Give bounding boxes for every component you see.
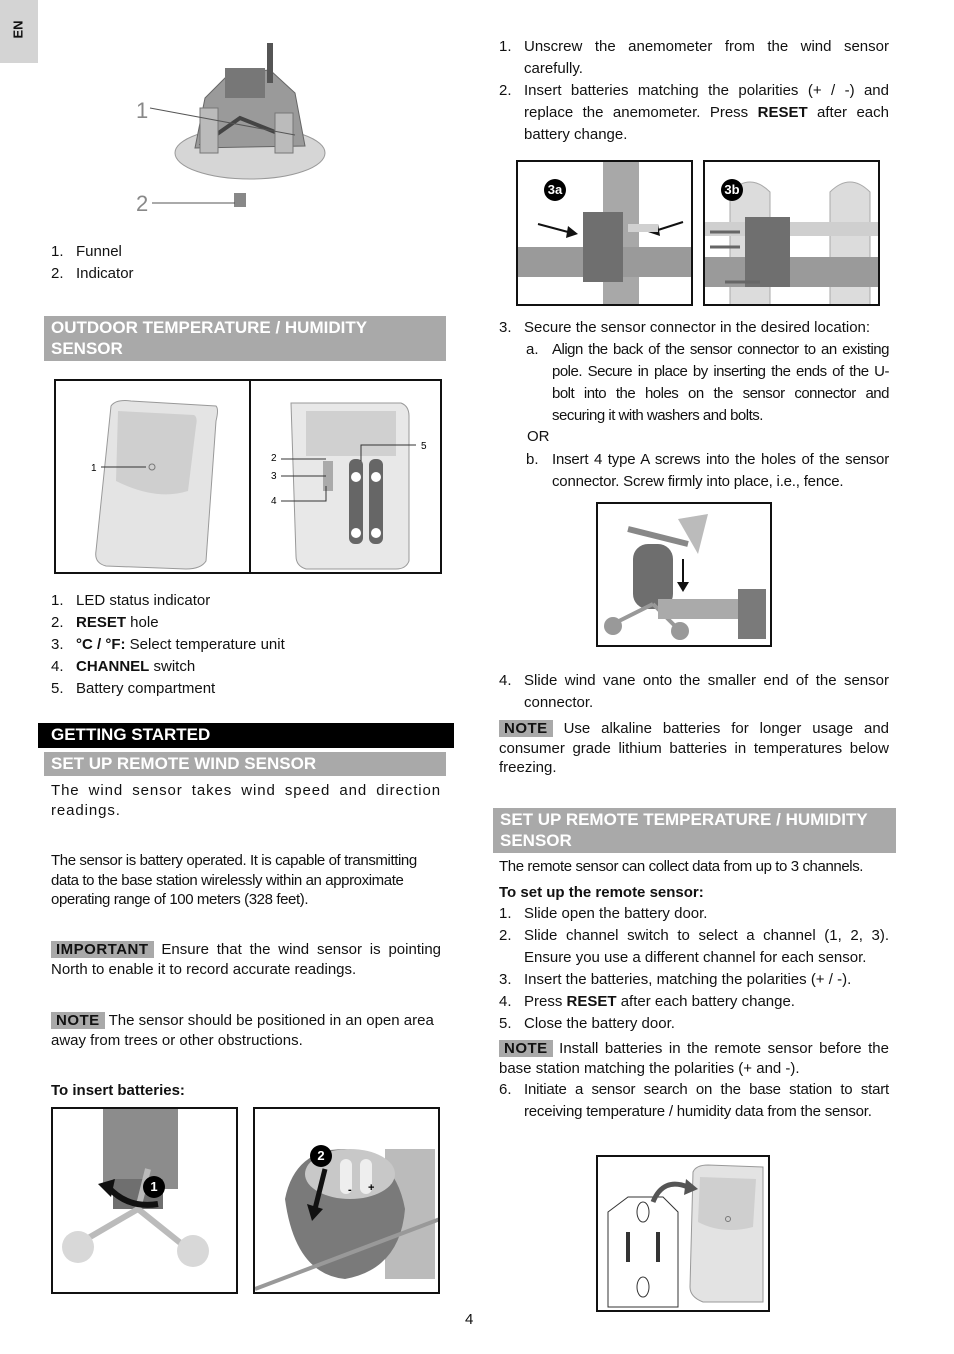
language-label: EN (10, 20, 26, 39)
sensor-callout-1: 1 (91, 463, 97, 474)
placement-note: NOTE The sensor should be positioned in an open area away from trees or other obstructions. (51, 1012, 434, 1049)
page-number: 4 (465, 1311, 474, 1328)
step-badge-3a: 3a (544, 179, 566, 201)
svg-text:-: - (348, 1184, 352, 1196)
install-note: NOTE Install batteries in the remote sensor before the base station matching the polarities (+ and -). (499, 1040, 889, 1077)
svg-text:+: + (368, 1182, 375, 1194)
insert-batteries-title: To insert batteries: (51, 1082, 185, 1099)
sensor-back-illustration (251, 381, 441, 573)
sensor-callout-5: 5 (421, 441, 427, 452)
step-badge-2: 2 (310, 1145, 332, 1167)
funnel-callout-1: 1 (136, 98, 149, 123)
sub-list-item: a. Align the back of the sensor connector to an existing pole. Secure in place by inserting the ends of the U-bolt into the holes on the sensor connector and securing it with washers and bolts. (526, 341, 889, 424)
figure-3a (516, 160, 693, 306)
note-tag: NOTE (499, 1040, 553, 1057)
section-heading-wind: SET UP REMOTE WIND SENSOR (44, 752, 446, 776)
section-heading-outdoor: OUTDOOR TEMPERATURE / HUMIDITY SENSOR (44, 316, 446, 361)
step-badge-3b: 3b (721, 179, 743, 201)
funnel-callout-2: 2 (136, 191, 149, 216)
list-item: 2. Insert batteries matching the polarities (+ / -) and replace the anemometer. Press RESET after each battery change. (499, 82, 889, 143)
language-tab (0, 0, 38, 63)
funnel-illustration (130, 38, 350, 218)
important-tag: IMPORTANT (51, 941, 154, 958)
step-badge-1: 1 (143, 1176, 165, 1198)
sensor-callout-2: 2 (271, 453, 277, 464)
wind-intro: The wind sensor takes wind speed and direction readings. (51, 782, 441, 819)
section-heading-temp-humidity: SET UP REMOTE TEMPERATURE / HUMIDITY SENSOR (493, 808, 896, 853)
wind-vane-figure (596, 502, 772, 647)
temp-intro: The remote sensor can collect data from up to 3 channels. (499, 858, 864, 875)
sub-list-item: b. Insert 4 type A screws into the holes of the sensor connector. Screw firmly into place, i.e., fence. (526, 451, 889, 490)
list-item: 2. Slide channel switch to select a channel (1, 2, 3). Ensure you use a different channel for each sensor. (499, 927, 889, 966)
or-text: OR (527, 428, 550, 445)
sensor-callout-3: 3 (271, 471, 277, 482)
important-note: IMPORTANT Ensure that the wind sensor is pointing North to enable it to record accurate readings. (51, 941, 442, 978)
setup-title: To set up the remote sensor: (499, 884, 704, 901)
outdoor-sensor-figure (54, 379, 442, 574)
figure-3b (703, 160, 880, 306)
remote-sensor-bracket-figure (596, 1155, 770, 1312)
getting-started-heading: GETTING STARTED (38, 723, 454, 748)
note-tag: NOTE (51, 1012, 105, 1029)
unscrew-anemometer-figure (51, 1107, 238, 1294)
list-item: 6. Initiate a sensor search on the base station to start receiving temperature / humidity data from the sensor. (499, 1081, 889, 1120)
sensor-callout-4: 4 (271, 496, 277, 507)
note-tag: NOTE (499, 720, 553, 737)
list-item: 4. Slide wind vane onto the smaller end of the sensor connector. (499, 672, 889, 711)
battery-operated-text: The sensor is battery operated. It is capable of transmitting data to the base station wirelessly within an approximate operating range of 100 meters (328 feet). (51, 852, 417, 908)
insert-batteries-figure (253, 1107, 440, 1294)
sensor-front-illustration (56, 381, 248, 573)
list-item: 1. Unscrew the anemometer from the wind sensor carefully. (499, 38, 889, 77)
alkaline-note: NOTE Use alkaline batteries for longer usage and consumer grade lithium batteries in temperatures below freezing. (499, 720, 889, 776)
